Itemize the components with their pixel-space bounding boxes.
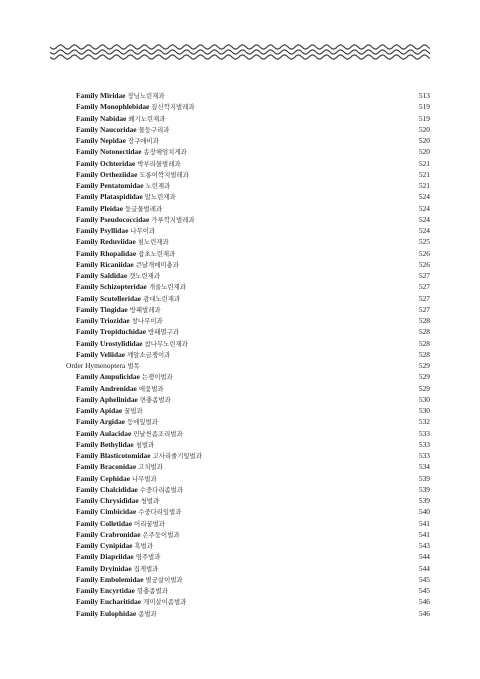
toc-family-entry — [66, 596, 430, 607]
entry-page-number: 541 — [418, 518, 430, 528]
entry-page-number: 543 — [418, 541, 430, 550]
entry-latin-name: Family Bethylidae — [76, 439, 134, 449]
entry-latin-name: Order Hymenoptera — [66, 361, 126, 370]
entry-korean-name: 면충좀벌과 — [139, 395, 171, 404]
toc-family-entry — [66, 563, 430, 574]
entry-page-number: 528 — [418, 327, 430, 337]
entry-latin-name: Family Apidae — [76, 406, 123, 415]
entry-page-number: 529 — [418, 372, 430, 382]
entry-latin-name: Family Argidae — [76, 417, 126, 427]
entry-page-number: 545 — [418, 586, 430, 595]
entry-page-number: 540 — [418, 507, 430, 517]
entry-latin-name: Family Aphelinidae — [76, 394, 138, 404]
toc-family-entry — [66, 214, 430, 225]
toc-family-entry — [66, 529, 430, 540]
toc-family-entry — [66, 574, 430, 585]
entry-korean-name: 어리꿀벌과 — [134, 519, 165, 528]
entry-korean-name: 수중다리잎벌과 — [138, 508, 182, 517]
entry-korean-name: 나무이과 — [130, 227, 156, 235]
toc-family-entry — [66, 484, 430, 495]
entry-latin-name: Family Veliidae — [76, 349, 126, 359]
entry-latin-name: Family Braconidae — [76, 462, 137, 472]
entry-korean-name: 깨알소금쟁이과 — [127, 350, 171, 359]
entry-korean-name: 침노린재과 — [137, 238, 169, 247]
entry-korean-name: 광대노린재과 — [143, 294, 181, 303]
entry-page-number: 527 — [418, 304, 430, 314]
wave-border-decoration — [50, 42, 430, 62]
entry-latin-name: Family Saldidae — [76, 271, 128, 280]
entry-korean-name: 참나무노린재과 — [144, 339, 188, 348]
toc-family-entry — [66, 326, 430, 337]
toc-family-entry — [66, 113, 430, 124]
entry-latin-name: Family Tropiduchidae — [76, 327, 147, 337]
entry-page-number: 539 — [418, 496, 430, 505]
entry-page-number: 519 — [418, 113, 430, 123]
entry-korean-name: 창나무이과 — [131, 317, 163, 325]
entry-page-number: 541 — [418, 529, 430, 539]
toc-family-entry — [66, 394, 430, 405]
entry-latin-name: Family Andrenidae — [76, 383, 137, 393]
entry-latin-name: Family Ortheziidae — [76, 169, 138, 179]
entry-latin-name: Family Cynipidae — [76, 541, 133, 550]
entry-korean-name: 침벌과 — [135, 440, 155, 449]
entry-korean-name: 방패멸구과 — [148, 328, 179, 337]
entry-korean-name: 깡충좀벌과 — [136, 587, 168, 595]
entry-page-number: 526 — [418, 248, 430, 258]
toc-family-entry — [66, 135, 430, 146]
entry-latin-name: Family Miridae — [76, 91, 126, 100]
entry-latin-name: Family Colletidae — [76, 518, 133, 528]
entry-page-number: 524 — [418, 214, 430, 224]
entry-korean-name: 벌목 — [127, 362, 140, 370]
entry-latin-name: Family Plataspididae — [76, 192, 143, 202]
entry-page-number: 528 — [418, 338, 430, 348]
entry-page-number: 519 — [418, 102, 430, 112]
entry-latin-name: Family Urostylididae — [76, 338, 143, 348]
entry-korean-name: 좀벌과 — [138, 609, 157, 618]
entry-korean-name: 는쟁이벌과 — [141, 373, 173, 382]
toc-family-entry — [66, 518, 430, 529]
toc-family-entry — [66, 203, 430, 214]
toc-family-entry — [66, 439, 430, 450]
table-of-contents — [66, 90, 430, 619]
entry-korean-name: 물둥구리과 — [138, 125, 170, 134]
entry-latin-name: Family Chalcididae — [76, 484, 138, 494]
entry-page-number: 528 — [418, 349, 430, 359]
entry-latin-name: Family Notonectidae — [76, 147, 142, 157]
entry-page-number: 544 — [418, 563, 430, 573]
entry-korean-name: 애꽃벌과 — [138, 384, 164, 393]
toc-family-entry — [66, 169, 430, 180]
entry-latin-name: Family Psyllidae — [76, 226, 129, 235]
toc-family-entry — [66, 191, 430, 202]
entry-latin-name: Family Reduviidae — [76, 237, 136, 247]
entry-page-number: 539 — [418, 473, 430, 483]
entry-page-number: 528 — [418, 316, 430, 325]
entry-korean-name: 장님노린재과 — [127, 92, 165, 100]
entry-page-number: 513 — [418, 91, 430, 100]
toc-family-entry — [66, 180, 430, 191]
toc-family-entry — [66, 551, 430, 562]
entry-latin-name: Family Blasticotomidae — [76, 451, 151, 460]
entry-page-number: 524 — [418, 226, 430, 235]
entry-page-number: 545 — [418, 574, 430, 584]
entry-page-number: 521 — [418, 181, 430, 190]
toc-family-entry — [66, 349, 430, 360]
toc-family-entry — [66, 338, 430, 349]
entry-korean-name: 갯노린재과 — [129, 272, 160, 280]
toc-family-entry — [66, 461, 430, 472]
entry-korean-name: 혹벌과 — [134, 542, 153, 550]
toc-family-entry — [66, 315, 430, 326]
toc-family-entry — [66, 225, 430, 236]
entry-page-number: 533 — [418, 428, 430, 438]
entry-page-number: 544 — [418, 552, 430, 562]
entry-page-number: 521 — [418, 169, 430, 179]
entry-page-number: 526 — [418, 259, 430, 269]
entry-korean-name: 장구애비과 — [127, 137, 159, 145]
entry-latin-name: Family Pleidae — [76, 203, 124, 213]
entry-page-number: 530 — [418, 406, 430, 415]
toc-family-entry — [66, 124, 430, 135]
toc-family-entry — [66, 304, 430, 315]
entry-korean-name: 짚신깍지벌레과 — [151, 103, 195, 112]
entry-korean-name: 노린재과 — [145, 182, 171, 190]
toc-family-entry — [66, 101, 430, 112]
entry-korean-name: 잡초노린재과 — [138, 249, 176, 258]
toc-family-entry — [66, 405, 430, 416]
toc-family-entry — [66, 248, 430, 259]
toc-family-entry — [66, 540, 430, 551]
entry-page-number: 520 — [418, 136, 430, 145]
toc-family-entry — [66, 146, 430, 157]
entry-latin-name: Family Diapriidae — [76, 552, 134, 562]
entry-latin-name: Family Schizopteridae — [76, 282, 147, 292]
entry-page-number: 524 — [418, 192, 430, 202]
toc-family-entry — [66, 495, 430, 506]
entry-page-number: 529 — [418, 361, 430, 370]
entry-page-number: 520 — [418, 147, 430, 157]
entry-latin-name: Family Nepidae — [76, 136, 126, 145]
toc-family-entry — [66, 293, 430, 304]
entry-latin-name: Family Ricaniidae — [76, 259, 134, 269]
entry-latin-name: Family Crabronidae — [76, 529, 141, 539]
entry-korean-name: 집게벌과 — [133, 564, 159, 573]
entry-latin-name: Family Encyrtidae — [76, 586, 135, 595]
entry-korean-name: 가루깍지벌레과 — [151, 215, 195, 224]
entry-latin-name: Family Embolemidae — [76, 574, 144, 584]
entry-korean-name: 등에잎벌과 — [127, 418, 158, 427]
entry-page-number: 527 — [418, 282, 430, 292]
entry-page-number: 527 — [418, 271, 430, 280]
entry-korean-name: 도롱이깍지벌레과 — [139, 170, 189, 179]
entry-korean-name: 염주벌과 — [135, 553, 161, 562]
entry-page-number: 546 — [418, 597, 430, 607]
entry-page-number: 521 — [418, 158, 430, 168]
entry-latin-name: Family Monophlebidae — [76, 102, 150, 112]
entry-latin-name: Family Triozidae — [76, 316, 130, 325]
toc-family-entry — [66, 270, 430, 281]
entry-page-number: 539 — [418, 484, 430, 494]
entry-korean-name: 알노린재과 — [144, 193, 176, 202]
entry-latin-name: Family Chrysididae — [76, 496, 139, 505]
entry-korean-name: 은주둥이벌과 — [142, 530, 180, 539]
entry-korean-name: 개울노린재과 — [148, 283, 186, 292]
entry-page-number: 524 — [418, 203, 430, 213]
entry-korean-name: 고치벌과 — [138, 463, 163, 472]
entry-latin-name: Family Dryinidae — [76, 563, 132, 573]
entry-korean-name: 박부리물벌레과 — [137, 159, 181, 168]
entry-korean-name: 개미살이좀벌과 — [143, 598, 187, 607]
entry-korean-name: 청벌과 — [140, 497, 160, 505]
entry-latin-name: Family Pentatomidae — [76, 181, 144, 190]
entry-korean-name: 민날씬좀조리벌과 — [133, 429, 183, 438]
toc-order-entry — [66, 360, 430, 371]
toc-family-entry — [66, 259, 430, 270]
entry-latin-name: Family Nabidae — [76, 113, 127, 123]
entry-latin-name: Family Naucoridae — [76, 124, 137, 134]
toc-family-entry — [66, 473, 430, 484]
entry-latin-name: Family Cimbicidae — [76, 507, 137, 517]
entry-korean-name: 고사리줄기잎벌과 — [152, 452, 202, 460]
toc-family-entry — [66, 158, 430, 169]
entry-korean-name: 방패벌레과 — [129, 305, 161, 314]
entry-page-number: 529 — [418, 383, 430, 393]
entry-korean-name: 꿀벌과 — [124, 407, 143, 415]
entry-korean-name: 송장헤엄치게과 — [143, 148, 187, 157]
entry-page-number: 534 — [418, 462, 430, 472]
entry-korean-name: 쐐기노린재과 — [128, 114, 166, 123]
entry-korean-name: 큰날개매미충과 — [135, 260, 179, 269]
entry-korean-name: 별궁살이벌과 — [145, 575, 183, 584]
entry-page-number: 527 — [418, 293, 430, 303]
entry-latin-name: Family Aulacidae — [76, 428, 132, 438]
toc-family-entry — [66, 281, 430, 292]
toc-family-entry — [66, 416, 430, 427]
entry-latin-name: Family Ampulicidae — [76, 372, 140, 382]
entry-page-number: 520 — [418, 124, 430, 134]
entry-page-number: 532 — [418, 417, 430, 427]
toc-family-entry — [66, 371, 430, 382]
toc-family-entry — [66, 608, 430, 619]
toc-family-entry — [66, 428, 430, 439]
toc-family-entry — [66, 585, 430, 596]
entry-latin-name: Family Tingidae — [76, 304, 128, 314]
entry-page-number: 533 — [418, 439, 430, 449]
toc-family-entry — [66, 90, 430, 101]
entry-latin-name: Family Eucharitidae — [76, 597, 142, 607]
toc-family-entry — [66, 236, 430, 247]
entry-page-number: 530 — [418, 394, 430, 404]
toc-family-entry — [66, 383, 430, 394]
entry-latin-name: Family Scutelleridae — [76, 293, 142, 303]
entry-latin-name: Family Pseudococcidae — [76, 214, 150, 224]
entry-latin-name: Family Cephidae — [76, 473, 130, 483]
entry-latin-name: Family Eulophidae — [76, 608, 137, 618]
entry-latin-name: Family Ochteridae — [76, 158, 136, 168]
entry-page-number: 533 — [418, 451, 430, 460]
entry-korean-name: 수중다리좀벌과 — [139, 485, 184, 494]
toc-family-entry — [66, 506, 430, 517]
toc-family-entry — [66, 450, 430, 461]
entry-korean-name: 둥글물벌레과 — [125, 204, 163, 213]
entry-korean-name: 나무벌과 — [132, 474, 157, 483]
entry-page-number: 525 — [418, 237, 430, 247]
entry-latin-name: Family Rhopalidae — [76, 248, 137, 258]
entry-page-number: 546 — [418, 608, 430, 618]
